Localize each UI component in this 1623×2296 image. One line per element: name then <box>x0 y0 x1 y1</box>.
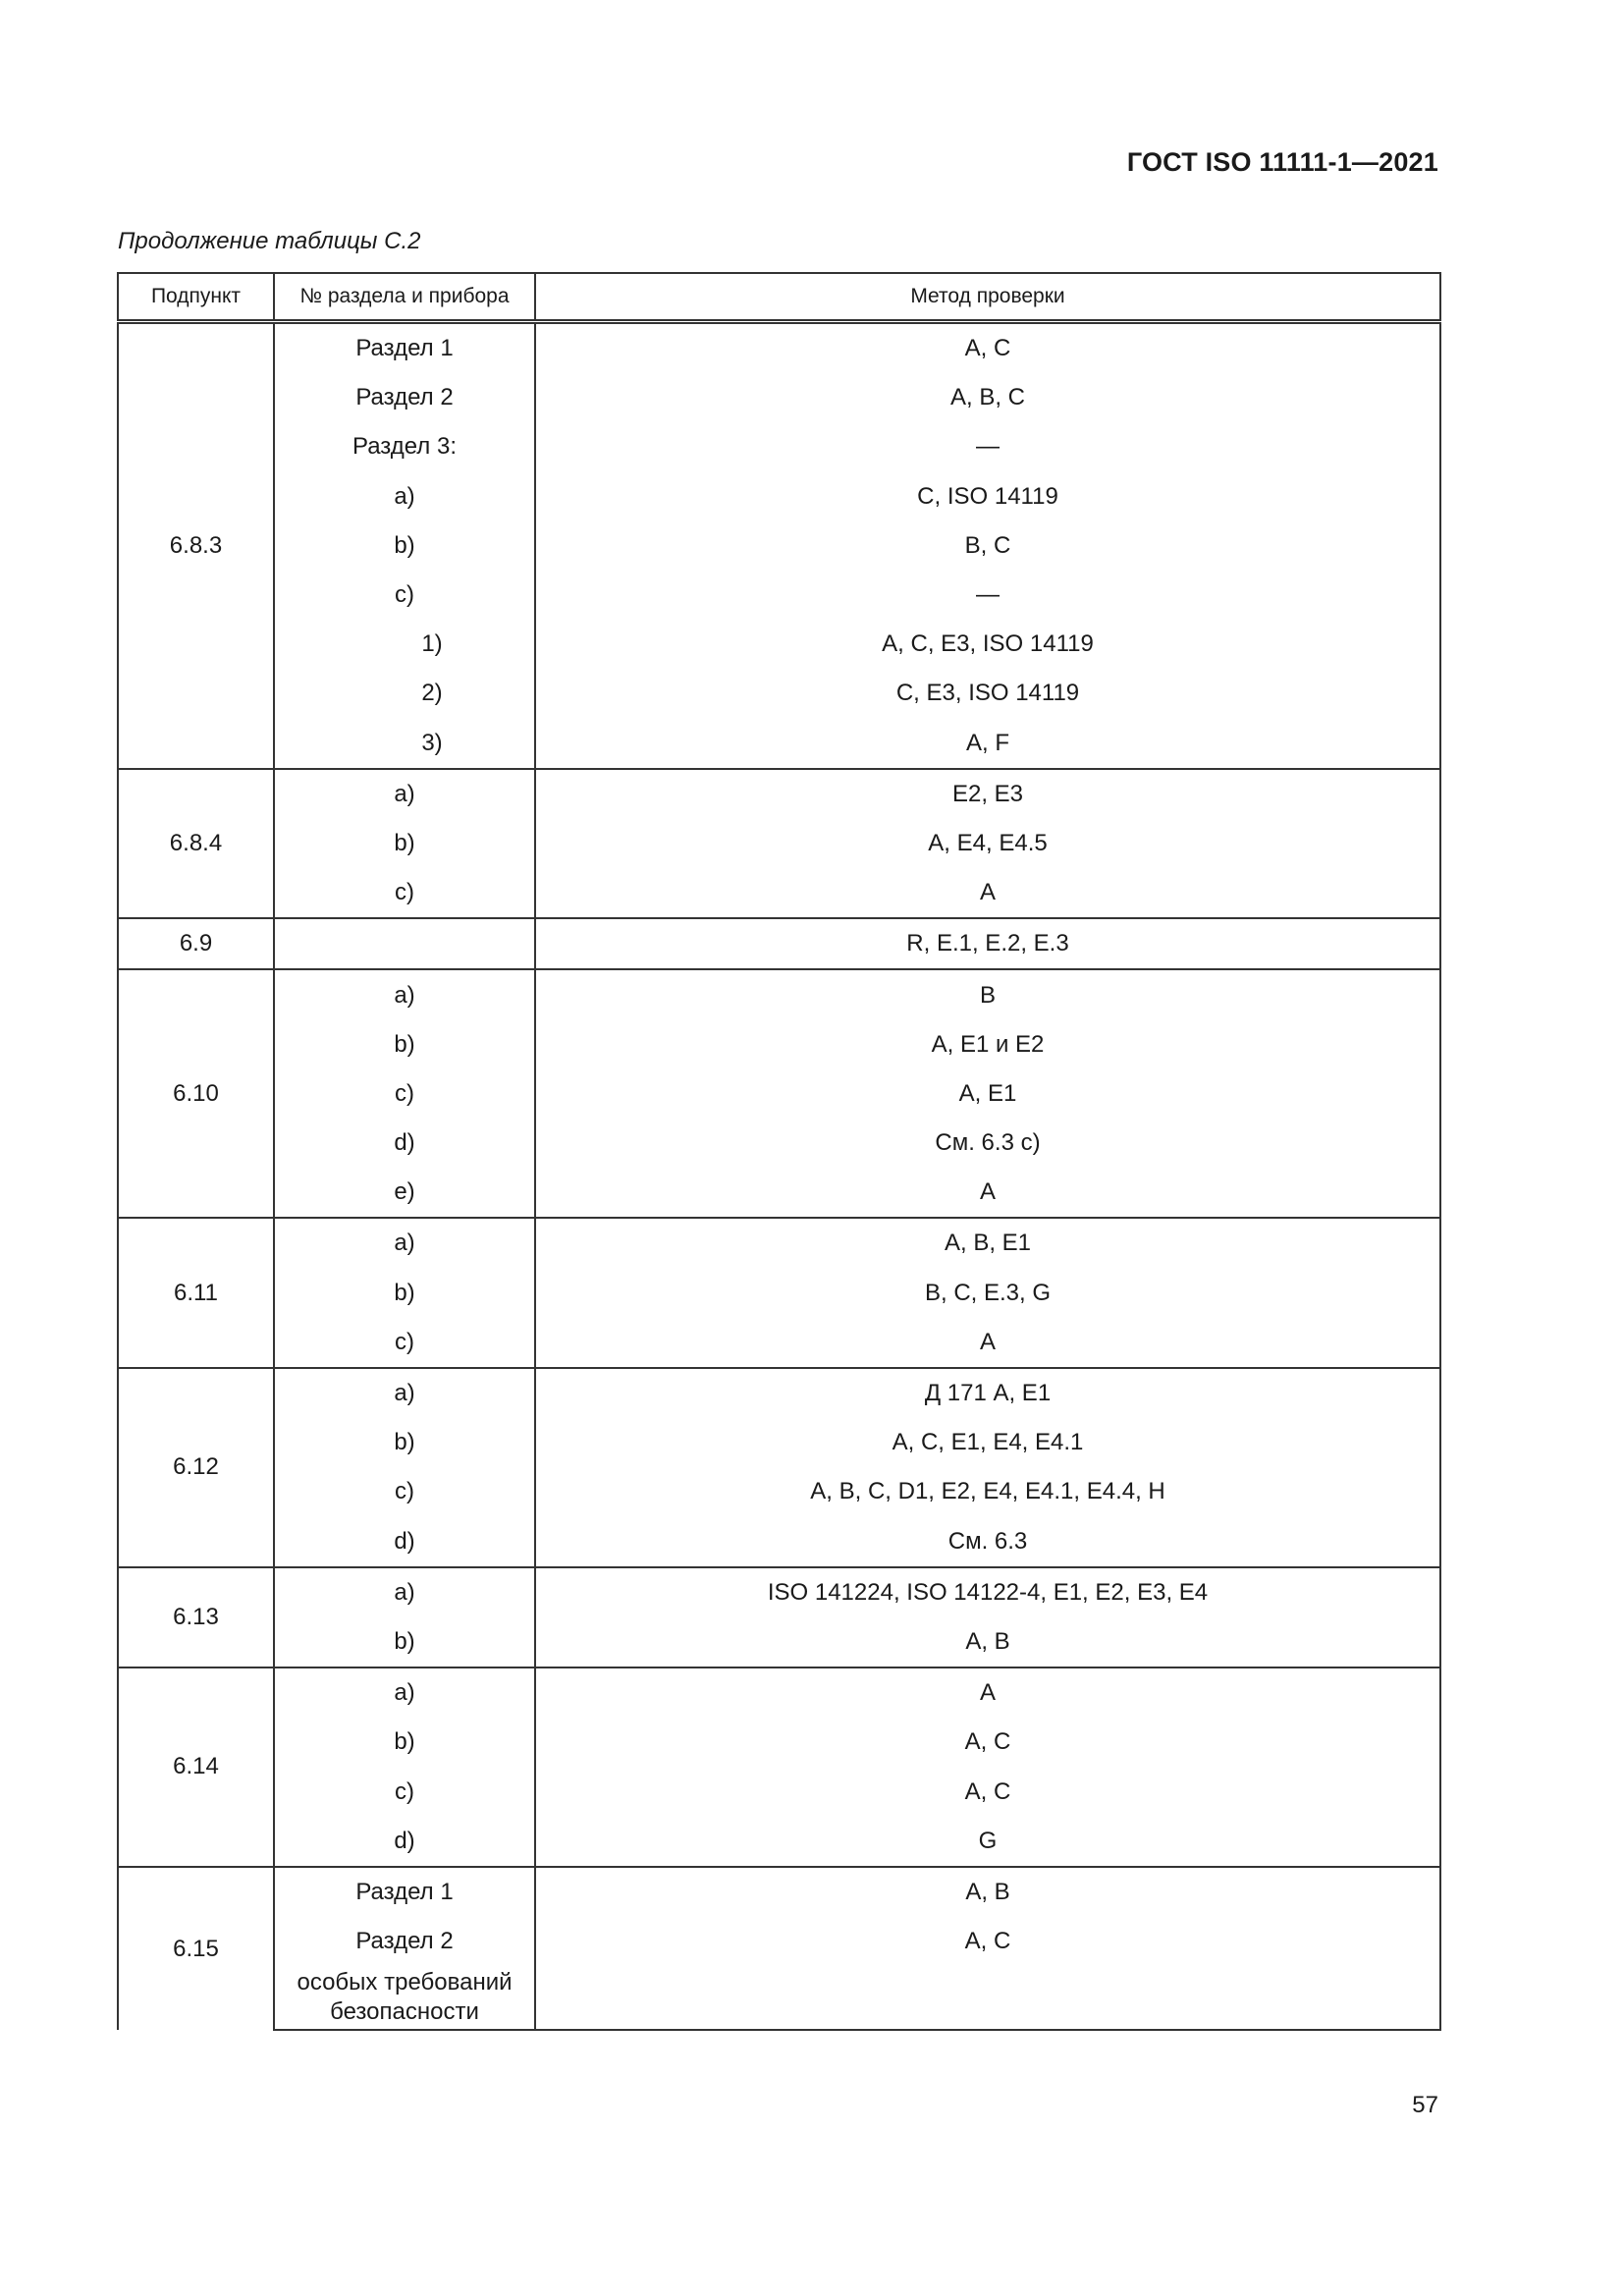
subclause-cell: 6.14 <box>118 1667 274 1867</box>
table-row <box>118 373 1440 422</box>
table-caption: Продолжение таблицы С.2 <box>118 228 421 254</box>
method-cell: А, С, Е1, Е4, Е4.1 <box>535 1418 1440 1467</box>
section-cell: Раздел 2 <box>274 1917 535 1966</box>
table-body <box>118 322 1440 2031</box>
table-row <box>118 1467 1440 1516</box>
method-cell: С, Е3, ISO 14119 <box>535 669 1440 718</box>
section-cell: a) <box>274 1667 535 1718</box>
method-cell: Д 171 А, Е1 <box>535 1368 1440 1418</box>
table-row <box>118 322 1440 374</box>
method-cell: А, Е4, Е4.5 <box>535 819 1440 868</box>
method-cell <box>535 1966 1440 2030</box>
table-row <box>118 918 1440 969</box>
table-row <box>118 1318 1440 1368</box>
section-cell: e) <box>274 1168 535 1218</box>
table-row <box>118 819 1440 868</box>
subclause-cell: 6.15 <box>118 1867 274 2030</box>
subclause-cell: 6.9 <box>118 918 274 969</box>
section-cell: Раздел 2 <box>274 373 535 422</box>
section-cell: a) <box>274 1567 535 1617</box>
section-subitem-label: 1) <box>421 630 443 658</box>
section-cell: c) <box>274 1069 535 1119</box>
method-cell: А <box>535 1318 1440 1368</box>
table-row <box>118 1617 1440 1667</box>
method-cell: А, F <box>535 719 1440 769</box>
table-row <box>118 1269 1440 1318</box>
method-cell: — <box>535 422 1440 471</box>
method-cell: А, В, С <box>535 373 1440 422</box>
section-cell <box>274 669 535 718</box>
table-row <box>118 422 1440 471</box>
table-row <box>118 1069 1440 1119</box>
method-cell: А, С <box>535 1767 1440 1816</box>
section-cell: b) <box>274 1418 535 1467</box>
column-header-subclause: Подпункт <box>118 273 274 322</box>
table-row <box>118 1867 1440 1917</box>
method-cell: А, С <box>535 1917 1440 1966</box>
section-cell: a) <box>274 1368 535 1418</box>
section-cell: b) <box>274 1718 535 1767</box>
section-cell: b) <box>274 1020 535 1069</box>
table-row <box>118 769 1440 819</box>
method-cell: ISO 141224, ISO 14122-4, Е1, Е2, Е3, Е4 <box>535 1567 1440 1617</box>
table-row <box>118 1817 1440 1867</box>
method-cell: А <box>535 1168 1440 1218</box>
table-row <box>118 1517 1440 1567</box>
table-row <box>118 1418 1440 1467</box>
table-row <box>118 472 1440 521</box>
table-row <box>118 719 1440 769</box>
method-cell: G <box>535 1817 1440 1867</box>
section-cell: a) <box>274 769 535 819</box>
subclause-cell: 6.10 <box>118 969 274 1218</box>
column-header-section: № раздела и прибора <box>274 273 535 322</box>
section-cell: d) <box>274 1517 535 1567</box>
section-cell: a) <box>274 1218 535 1268</box>
section-cell: c) <box>274 1318 535 1368</box>
table-row <box>118 868 1440 918</box>
method-cell: А, С <box>535 322 1440 374</box>
section-cell: Раздел 1 <box>274 322 535 374</box>
method-cell: А, С <box>535 1718 1440 1767</box>
table-row <box>118 1168 1440 1218</box>
method-cell: А, В, Е1 <box>535 1218 1440 1268</box>
method-cell: С, ISO 14119 <box>535 472 1440 521</box>
section-cell: d) <box>274 1817 535 1867</box>
subclause-cell: 6.12 <box>118 1368 274 1567</box>
method-cell: R, Е.1, Е.2, Е.3 <box>535 918 1440 969</box>
section-subitem-label: 3) <box>421 729 443 756</box>
table-row <box>118 1718 1440 1767</box>
section-cell <box>274 918 535 969</box>
table-row <box>118 521 1440 571</box>
table-row <box>118 1567 1440 1617</box>
subclause-cell: 6.8.3 <box>118 322 274 769</box>
table-row <box>118 1218 1440 1268</box>
section-cell: b) <box>274 1617 535 1667</box>
method-cell: А, Е1 <box>535 1069 1440 1119</box>
table-row <box>118 1917 1440 1966</box>
method-cell: В <box>535 969 1440 1019</box>
subclause-cell: 6.11 <box>118 1218 274 1368</box>
subclause-cell: 6.8.4 <box>118 769 274 919</box>
method-cell: См. 6.3 с) <box>535 1119 1440 1168</box>
subclause-cell: 6.13 <box>118 1567 274 1667</box>
table-header-row <box>118 273 1440 322</box>
section-cell: c) <box>274 868 535 918</box>
section-cell: a) <box>274 969 535 1019</box>
column-header-method: Метод проверки <box>535 273 1440 322</box>
table-row <box>118 620 1440 669</box>
verification-methods-table <box>117 272 1441 2031</box>
table-row <box>118 1667 1440 1718</box>
method-cell: А, С, Е3, ISO 14119 <box>535 620 1440 669</box>
section-cell: d) <box>274 1119 535 1168</box>
method-cell: А, В <box>535 1617 1440 1667</box>
table-row <box>118 1119 1440 1168</box>
table-row <box>118 969 1440 1019</box>
table-row <box>118 1767 1440 1816</box>
method-cell: См. 6.3 <box>535 1517 1440 1567</box>
method-cell: А <box>535 868 1440 918</box>
section-cell: c) <box>274 1767 535 1816</box>
method-cell: А, В, С, D1, Е2, Е4, Е4.1, Е4.4, Н <box>535 1467 1440 1516</box>
section-cell: c) <box>274 1467 535 1516</box>
section-cell: b) <box>274 1269 535 1318</box>
table-row <box>118 1368 1440 1418</box>
table-row <box>118 571 1440 620</box>
method-cell: В, С, Е.3, G <box>535 1269 1440 1318</box>
section-cell <box>274 620 535 669</box>
method-cell: А <box>535 1667 1440 1718</box>
page-number: 57 <box>1412 2092 1438 2118</box>
method-cell: А, В <box>535 1867 1440 1917</box>
section-cell: c) <box>274 571 535 620</box>
document-header: ГОСТ ISO 11111-1—2021 <box>1126 147 1438 177</box>
method-cell: — <box>535 571 1440 620</box>
method-cell: А, Е1 и Е2 <box>535 1020 1440 1069</box>
table-row <box>118 1020 1440 1069</box>
section-cell: Раздел 1 <box>274 1867 535 1917</box>
section-subitem-label: 2) <box>421 680 443 707</box>
method-cell: Е2, Е3 <box>535 769 1440 819</box>
table-row <box>118 1966 1440 2030</box>
section-cell <box>274 719 535 769</box>
section-cell: b) <box>274 819 535 868</box>
section-cell: особых требований безопасности <box>274 1966 535 2030</box>
method-cell: В, С <box>535 521 1440 571</box>
section-cell: a) <box>274 472 535 521</box>
section-cell: b) <box>274 521 535 571</box>
table-row <box>118 669 1440 718</box>
section-cell: Раздел 3: <box>274 422 535 471</box>
